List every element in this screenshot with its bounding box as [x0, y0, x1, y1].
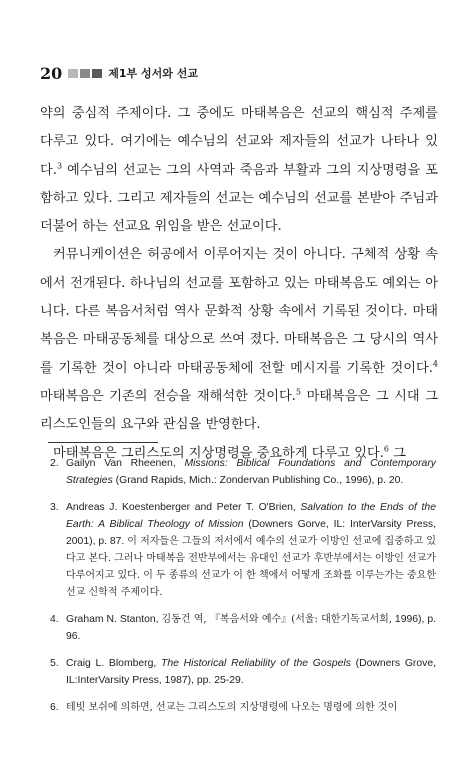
paragraph-2: 커뮤니케이션은 허공에서 이루어지는 것이 아니다. 구체적 상황 속에서 전개된다. 하나님의 선교를 포함하고 있는 마태복음도 예외는 아니다. 다른 복음서처럼 역사 문화적 상황 속에서 기록된 것이다. 마태복음은 마태공동체를 대상으로 쓰여 졌다. 마태복음은 그 당시의 역사를 기록한 것이 아니라 마태공동체에 전할 메시지를 기록한 것이다.$^4$ 마태복음은 기존의 전승을 재해석한 것이다.$^5$ 마태복음은 그 시대 그리스도인들의 요구와 관심을 반영한다. — [40, 247, 438, 433]
footnote-number: 3. — [50, 502, 59, 513]
footnote-text: Andreas J. Koestenberger and Peter T. O'Brien, Salvation to the Ends of the Earth: A Biblical Theology of Mission (Downers Gorve, IL: InterVarsity Press, 2001), p. 87. 이 저자들은 그들의 저서에서 예수의 선교가 이방인 선교에 집중하고 있다고 본다. 그러나 마태복음 전반부에서는 유대인 선교가 후반부에서는 이방인 선교가 다루어지고 있다. 이 두 종류의 선교가 이 한 책에서 어떻게 조화를 이루는가는 중요한 선교 신학적 주제이다. — [66, 502, 437, 598]
footnote-3 — [50, 499, 436, 601]
main-text — [40, 100, 438, 468]
footnote-text: Graham N. Stanton, 김동건 역, 『복음서와 예수』(서울: 대한기독교서회, 1996), p. 96. — [66, 614, 437, 642]
footnote-number: 5. — [50, 658, 59, 669]
footnote-ref-6[interactable]: 6 — [383, 444, 389, 454]
footnotes — [50, 455, 436, 726]
footnote-number: 4. — [50, 614, 59, 625]
footnote-2 — [50, 455, 436, 489]
footnote-ref-3[interactable]: 3 — [56, 161, 63, 171]
footnote-6 — [50, 699, 436, 716]
ornament-bar — [92, 69, 102, 78]
footnote-text: 테빗 보쉬에 의하면, 선교는 그리스도의 지상명령에 나오는 명령에 의한 것이 — [66, 702, 398, 713]
running-header — [40, 62, 198, 84]
header-ornament — [68, 69, 102, 78]
footnote-number: 2. — [50, 458, 59, 469]
footnote-ref-4[interactable]: 4 — [432, 359, 438, 369]
ornament-bar — [68, 69, 78, 78]
footnote-ref-5[interactable]: 5 — [295, 387, 301, 397]
footnote-5 — [50, 655, 436, 689]
chapter-title: 제1부 성서와 선교 — [108, 67, 198, 80]
footnote-4 — [50, 611, 436, 645]
footnote-text: Gailyn Van Rheenen, Missions: Biblical Foundations and Contemporary Strategies (Grand Rapids, Mich.: Zondervan Publishing Co., 1996), p. 20. — [66, 458, 436, 486]
page-number: 20 — [40, 63, 63, 83]
paragraph-1: 약의 중심적 주제이다. 그 중에도 마태복음은 선교의 핵심적 주제를 다루고 있다. 여기에는 예수님의 선교와 제자들의 선교가 나타나 있다.$^3$ 예수님의 선교는 그의 사역과 죽음과 부활과 그의 지상명령을 포함하고 있다. 그리고 제자들의 선교는 예수님의 선교를 본받아 주님과 더불어 하는 선교요 위임을 받은 선교이다. — [40, 106, 438, 235]
ornament-bar — [80, 69, 90, 78]
footnote-divider — [48, 442, 158, 443]
footnote-text: Craig L. Blomberg, The Historical Reliability of the Gospels (Downers Grove, IL:InterVarsity Press, 1987), pp. 25-29. — [66, 658, 436, 686]
footnote-number: 6. — [50, 702, 59, 713]
paragraph-3: 마태복음은 그리스도의 지상명령을 중요하게 다루고 있다.$^6$ 그 — [53, 444, 406, 461]
